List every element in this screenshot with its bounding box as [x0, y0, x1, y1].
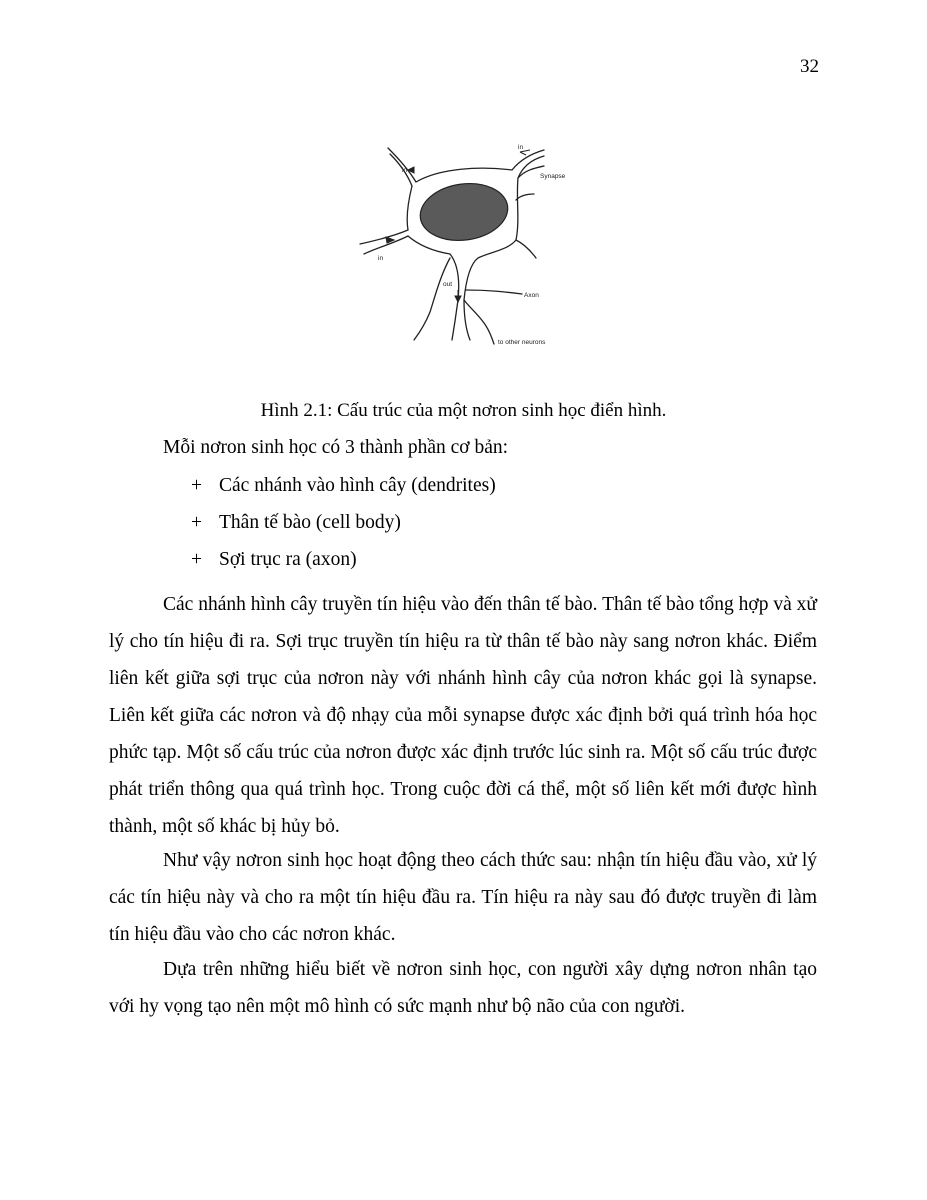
list-item [191, 504, 817, 541]
paragraph: Dựa trên những hiểu biết về nơron sinh học, con người xây dựng nơron nhân tạo với hy vọng tạo nên một mô hình có sức mạnh như bộ não của con người. [109, 959, 817, 1017]
label-out: out [443, 281, 453, 288]
paragraph: Như vậy nơron sinh học hoạt động theo cách thức sau: nhận tín hiệu đầu vào, xử lý các tín hiệu này và cho ra một tín hiệu đầu ra. Tín hiệu ra này sau đó được truyền đi làm tín hiệu đầu vào cho các nơron khác. [109, 850, 817, 945]
label-in-top: in [518, 144, 524, 151]
out-arrow [455, 296, 461, 302]
cell-outline [388, 148, 544, 182]
list-bullet: + [191, 512, 202, 533]
list-item [191, 541, 817, 578]
label-synapse: Synapse [540, 173, 566, 180]
nucleus [417, 178, 512, 246]
intro-text: Mỗi nơron sinh học có 3 thành phần cơ bản: [163, 437, 509, 458]
list-item-text: Sợi trục ra (axon) [219, 549, 357, 570]
label-to-other-neurons: to other neurons [498, 339, 546, 346]
list-item-text: Thân tế bào (cell body) [219, 512, 401, 533]
paragraph: Các nhánh hình cây truyền tín hiệu vào đến thân tế bào. Thân tế bào tổng hợp và xử lý cho tín hiệu đi ra. Sợi trục truyền tín hiệu ra từ thân tế bào này sang nơron khác. Điểm liên kết giữa sợi trục của nơron này với nhánh hình cây của nơron khác gọi là synapse. Liên kết giữa các nơron và độ nhạy của mỗi synapse được xác định bởi quá trình hóa học phức tạp. Một số cấu trúc của nơron được xác định trước lúc sinh ra. Một số cấu trúc được phát triển thông qua quá trình học. Trong cuộc đời cá thể, một số liên kết mới được hình thành, một số khác bị hủy bỏ. [109, 594, 817, 837]
page-number: 32 [800, 56, 819, 77]
list-bullet: + [191, 549, 202, 570]
label-in-left-upper: in [402, 167, 408, 174]
neuron-figure [330, 140, 570, 350]
list-item-text: Các nhánh vào hình cây (dendrites) [219, 475, 496, 496]
label-in-left-lower: in [378, 255, 384, 262]
neuron-diagram [330, 140, 570, 350]
list-bullet: + [191, 475, 202, 496]
component-list [109, 467, 817, 578]
list-item [191, 467, 817, 504]
figure-caption: Hình 2.1: Cấu trúc của một nơron sinh học điển hình. [260, 400, 667, 421]
label-axon: Axon [524, 292, 539, 299]
